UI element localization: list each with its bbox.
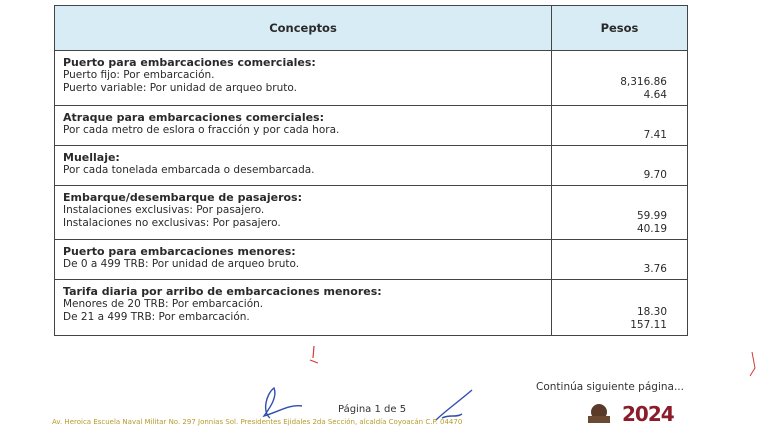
amount-value: 7.41 — [643, 129, 667, 141]
concept-line: De 0 a 499 TRB: Por unidad de arqueo bruto. — [63, 258, 300, 270]
signature-icon — [432, 388, 482, 422]
ink-mark-icon — [744, 350, 766, 380]
amount-cell — [552, 280, 688, 336]
page-number: Página 1 de 5 — [338, 404, 407, 415]
concept-heading: Tarifa diaria por arribo de embarcaciones menores: — [63, 285, 382, 298]
amount-value: 157.11 — [630, 319, 667, 331]
table-row — [55, 280, 688, 336]
amount-value: 18.30 — [636, 306, 667, 318]
table-row — [55, 240, 688, 280]
amount-value: 9.70 — [643, 169, 667, 181]
table-row — [55, 51, 688, 106]
concept-line: Puerto fijo: Por embarcación. — [63, 69, 215, 81]
amount-cell — [552, 51, 688, 106]
table-row — [55, 106, 688, 146]
concept-cell — [55, 186, 552, 240]
continued-next-page-text: Continúa siguiente página... — [536, 381, 684, 393]
concept-line: Instalaciones exclusivas: Por pasajero. — [63, 204, 265, 216]
amount-value: 3.76 — [643, 263, 667, 275]
amount-value: 40.19 — [636, 223, 667, 235]
signature-icon — [258, 384, 308, 420]
amount-value: 4.64 — [643, 89, 667, 101]
concept-cell — [55, 51, 552, 106]
logo-year: 2024 — [622, 402, 674, 426]
concept-heading: Atraque para embarcaciones comerciales: — [63, 111, 325, 124]
concept-line: Menores de 20 TRB: Por embarcación. — [63, 298, 264, 310]
concept-line: Puerto variable: Por unidad de arqueo bruto. — [63, 82, 297, 94]
table-header-row — [55, 6, 688, 51]
table-row — [55, 146, 688, 186]
concept-cell — [55, 280, 552, 336]
amount-cell — [552, 240, 688, 280]
amount-cell — [552, 146, 688, 186]
amount-cell — [552, 106, 688, 146]
concept-cell — [55, 106, 552, 146]
concept-heading: Puerto para embarcaciones comerciales: — [63, 56, 316, 69]
table-row — [55, 186, 688, 240]
amount-value: 59.99 — [636, 210, 667, 222]
concept-line: De 21 a 499 TRB: Por embarcación. — [63, 311, 250, 323]
concept-heading: Puerto para embarcaciones menores: — [63, 245, 296, 258]
concept-line: Por cada metro de eslora o fracción y por cada hora. — [63, 124, 340, 136]
concept-cell — [55, 146, 552, 186]
concept-cell — [55, 240, 552, 280]
concept-line: Por cada tonelada embarcada o desembarcada. — [63, 164, 315, 176]
header-concepts: Conceptos — [55, 6, 552, 51]
portrait-logo-icon — [584, 402, 614, 423]
footer-address: Av. Heroica Escuela Naval Militar No. 297 Jonnias Sol. Presidentes Ejidales 2da Sección, alcaldía Coyoacán C.P. 04470 — [52, 418, 463, 426]
ink-mark-icon — [300, 344, 330, 366]
concept-line: Instalaciones no exclusivas: Por pasajero. — [63, 217, 281, 229]
amount-cell — [552, 186, 688, 240]
concept-heading: Muellaje: — [63, 151, 120, 164]
amount-value: 8,316.86 — [620, 76, 667, 88]
concept-heading: Embarque/desembarque de pasajeros: — [63, 191, 302, 204]
fees-table — [54, 5, 688, 336]
header-pesos: Pesos — [552, 6, 688, 51]
